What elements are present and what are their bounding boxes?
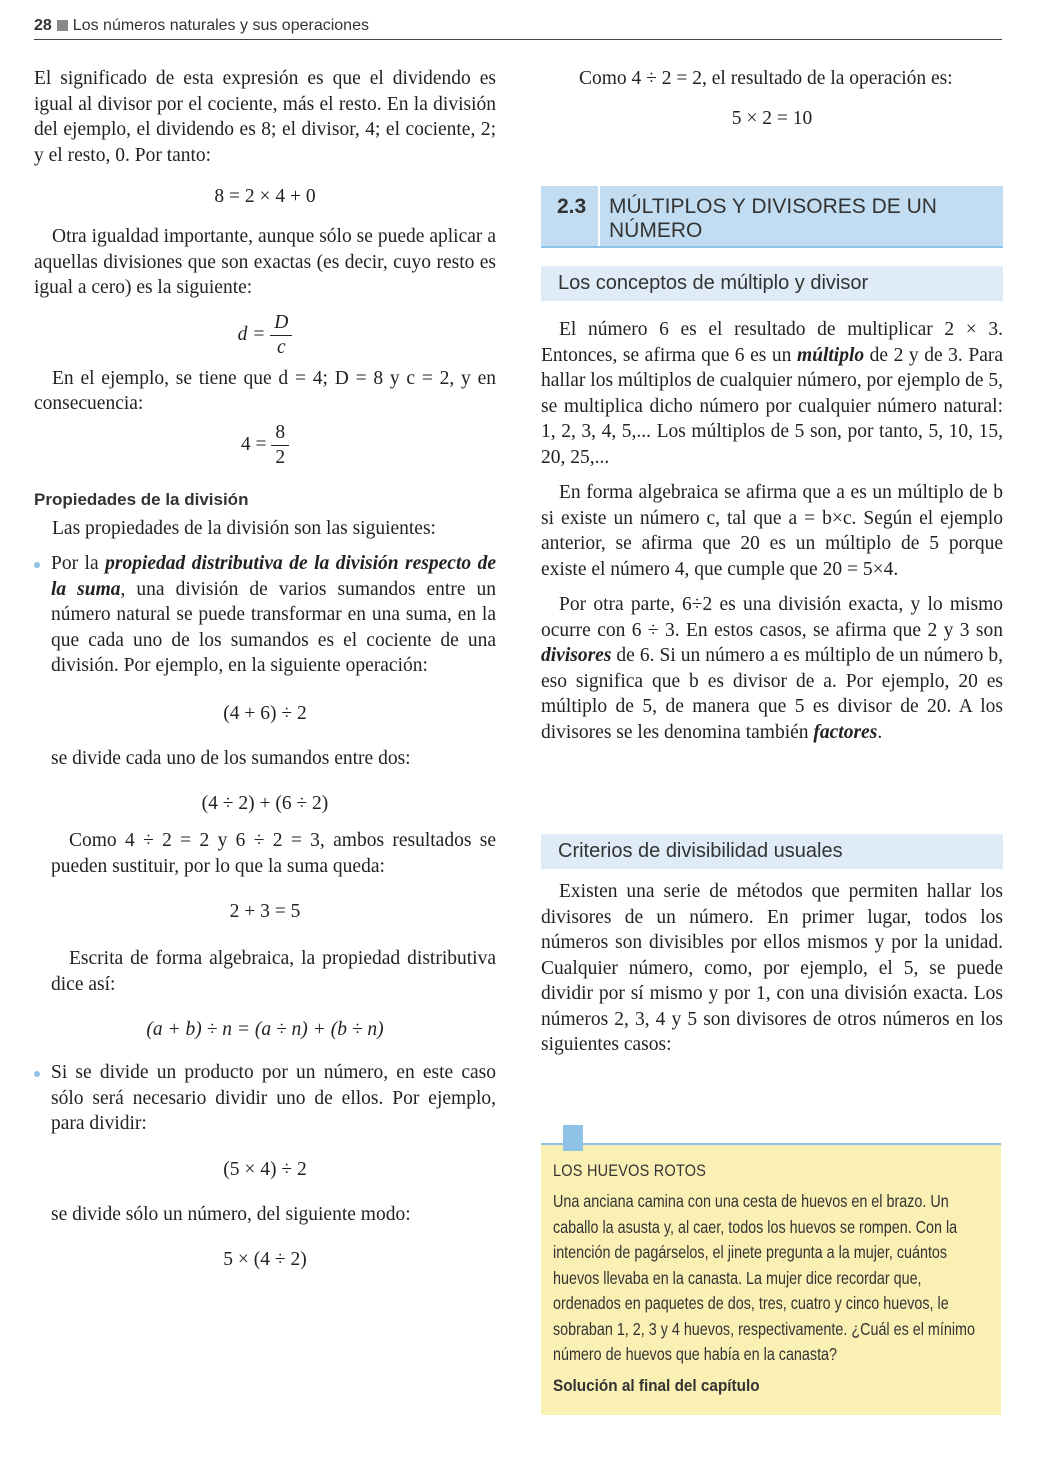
square-bullet-icon [57,20,68,31]
subsection-band: Los conceptos de múltiplo y divisor [541,266,1003,301]
text: de 6. Si un número a es múltiplo de un número b, eso significa que b es divisor de a. Por ejemplo, 20 es múltiplo de 5, de manera que 5 es divisor de 20. A los divisores se les denomina también [541,645,1003,743]
box-marker-icon [563,1125,583,1151]
subsection-band: Criterios de divisibilidad usuales [541,834,1003,869]
equation: (4 ÷ 2) + (6 ÷ 2) [201,793,329,814]
text: . [877,721,883,743]
paragraph: El significado de esta expresión es que el dividendo es igual al divisor por el cociente, más el resto. En la división del ejemplo, el dividendo es 8; el divisor, 4; el cociente, 2; y el resto, 0. Por tanto: [34,68,496,166]
fraction [270,311,292,360]
emphasis: múltiplo [796,344,865,366]
paragraph: se divide cada uno de los sumandos entre dos: [51,747,411,769]
paragraph: Escrita de forma algebraica, la propiedad distributiva dice así: [51,948,496,995]
text: El número 6 es el resultado de multiplicar 2 × 3. Entonces, se afirma que 6 es un [541,319,1003,366]
paragraph: Si se divide un producto por un número, en este caso sólo será necesario dividir uno de ellos. Por ejemplo, para dividir: [51,1062,496,1134]
section-divider [598,186,600,246]
text: Por otra parte, 6÷2 es una división exacta, y lo mismo ocurre con 6 ÷ 3. En estos casos, se afirma que 2 y 3 son [541,594,1003,641]
paragraph: Las propiedades de la división son las siguientes: [52,517,436,539]
list-item [34,1060,496,1137]
paragraph: Otra igualdad importante, aunque sólo se puede aplicar a aquellas divisiones que son exactas (es decir, cuyo resto es igual a cero) es la siguiente: [34,226,496,298]
right-column-body [541,317,1003,745]
equation: 5 × (4 ÷ 2) [223,1249,307,1270]
right-column [541,66,1003,131]
equation-lhs: 4 = [240,433,267,455]
equation: (5 × 4) ÷ 2 [223,1158,307,1180]
emphasis: factores [813,721,878,743]
paragraph: Como 4 ÷ 2 = 2 y 6 ÷ 2 = 3, ambos resultados se pueden sustituir, por lo que la suma queda: [51,830,496,877]
emphasis: propiedad distributiva de la división respecto de la suma [51,553,496,600]
numerator: 8 [271,421,289,446]
puzzle-body: Una anciana camina con una cesta de huevos en el brazo. Un caballo la asusta y, al caer, todos los huevos se rompen. Con la intención de pagárselos, el jinete pregunta a la mujer, cuántos huevos llevaba en la canasta. La mujer dice recordar que, ordenados en paquetes de dos, tres, cuatro y cinco huevos, le sobraban 1, 2, 3 y 4 huevos, respectivamente. ¿Cuál es el mínimo número de huevos que había en la canasta? [553,1191,975,1364]
fraction-equation [34,311,496,360]
text: , una división de varios sumandos entre un número natural se puede transformar en una suma, en la que cada uno de los sumandos es el cociente de una división. Por ejemplo, en la siguiente operación: [51,578,496,676]
emphasis: divisores [541,645,612,666]
paragraph: En forma algebraica se afirma que a es un múltiplo de b si existe un número c, tal que a = b×c. Según el ejemplo anterior, se afirma que 20 es un múltiplo de 5 porque existe el número 4, que cumple que 20 = 5×4. [541,482,1003,580]
bullet-dot-icon [34,562,40,568]
equation: 2 + 3 = 5 [229,901,301,922]
puzzle-title: LOS HUEVOS ROTOS [553,1161,707,1180]
paragraph [541,317,1003,470]
text: de 2 y de 3. Para hallar los múltiplos de cualquier número, por ejemplo de 5, se multiplica dicho número por cualquier número natural: 1, 2, 3, 4, 5,... Los múltiplos de 5 son, por tanto, 5, 10, 15, 20, 25,... [541,344,1003,468]
paragraph: Existen una serie de métodos que permiten hallar los divisores de un número. En primer lugar, todos los números son divisibles por ellos mismos y por la unidad. Cualquier número, como, por ejemplo, el 5, se puede dividir por sí mismo y por 1, con una división exacta. Los números 2, 3, 4 y 5 son divisores de otros números en los siguientes casos: [541,881,1003,1055]
left-column [34,66,496,1272]
paragraph: Como 4 ÷ 2 = 2, el resultado de la operación es: [579,68,953,89]
chapter-title: Los números naturales y sus operaciones [72,17,369,34]
equation: 8 = 2 × 4 + 0 [214,186,316,207]
text: Por la [51,553,106,574]
page-header [34,17,1002,40]
denominator: 2 [275,446,286,468]
paragraph: se divide sólo un número, del siguiente modo: [51,1203,411,1225]
paragraph [51,551,496,679]
denominator: c [277,336,286,358]
subsection-heading: Propiedades de la división [34,489,249,509]
fraction [271,421,289,470]
section-number: 2.3 [557,195,587,218]
list-item [34,551,496,679]
equation: (a + b) ÷ n = (a ÷ n) + (b ÷ n) [146,1019,384,1040]
puzzle-box [541,1143,1001,1415]
section-title: MÚLTIPLOS Y DIVISORES DE UN NÚMERO [609,195,937,242]
paragraph [541,592,1003,745]
puzzle-solution: Solución al final del capítulo [553,1375,760,1395]
bullet-dot-icon [34,1071,40,1077]
page-number: 28 [34,17,52,34]
paragraph: En el ejemplo, se tiene que d = 4; D = 8 y c = 2, y en consecuencia: [34,367,496,414]
numerator: D [270,311,292,336]
equation-lhs: d = [237,323,266,345]
equation: (4 + 6) ÷ 2 [223,702,307,724]
right-column-body-2 [541,879,1003,1058]
fraction-equation [34,421,496,470]
section-title-bar [541,186,1003,248]
equation: 5 × 2 = 10 [731,107,813,129]
